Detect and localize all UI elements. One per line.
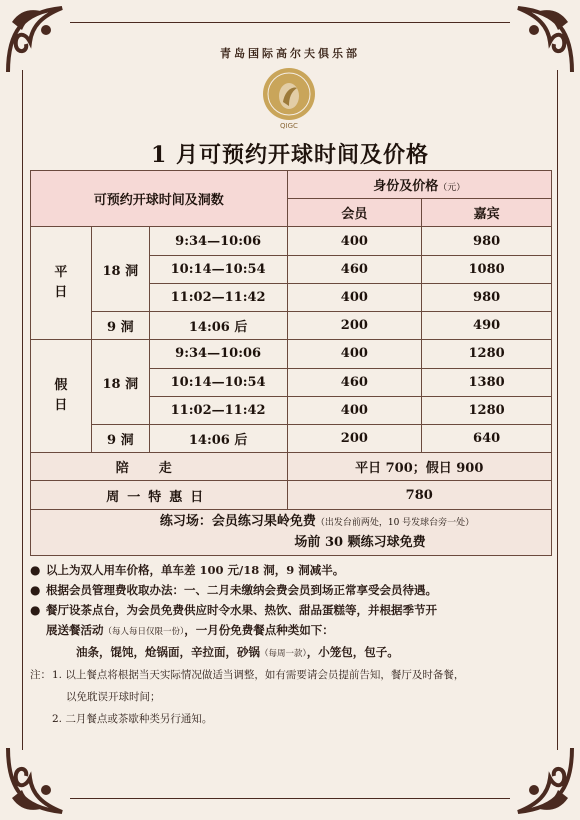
practice-cell <box>31 509 552 555</box>
logo-text: QIGC <box>280 122 298 130</box>
weekday-9-holes: 9 洞 <box>91 312 149 340</box>
note-item: ● 根据会员管理费收取办法：一、二月未缴纳会费会员到场正常享受会员待遇。 <box>30 580 550 600</box>
table-row <box>31 227 552 255</box>
practice-line1: 练习场：会员练习果岭免费 <box>159 513 316 529</box>
member-price: 400 <box>287 227 422 255</box>
holiday-18-holes: 18 洞 <box>91 340 149 425</box>
note-item: ● 以上为双人用车价格，单车差 100 元/18 洞，9 洞减半。 <box>30 560 550 580</box>
remark-item: 2. 二月餐点或茶歇种类另行通知。 <box>52 713 213 725</box>
tee-time: 9:34—10:06 <box>149 340 287 368</box>
corner-ornament-top-left <box>2 2 82 82</box>
guest-price: 1280 <box>422 340 552 368</box>
member-price: 460 <box>287 255 422 283</box>
weekday-18-holes: 18 洞 <box>91 227 149 312</box>
member-price: 400 <box>287 340 422 368</box>
guest-price: 490 <box>422 312 552 340</box>
frame-bottom-line <box>70 798 510 799</box>
header-member: 会员 <box>287 199 422 227</box>
corner-ornament-top-right <box>498 2 578 82</box>
remark-continuation: 以免耽误开球时间； <box>66 691 161 703</box>
member-price: 400 <box>287 283 422 311</box>
table-row <box>31 312 552 340</box>
header-identity-price: 身份及价格（元） <box>287 171 552 199</box>
table-row <box>31 340 552 368</box>
practice-row <box>31 509 552 555</box>
club-name: 青岛国际高尔夫俱乐部 <box>220 47 360 60</box>
tee-time: 14:06 后 <box>149 424 287 452</box>
notes-section <box>30 560 550 730</box>
walking-row <box>31 453 552 481</box>
tee-time: 10:14—10:54 <box>149 368 287 396</box>
holiday-9-holes: 9 洞 <box>91 424 149 452</box>
walking-price: 平日 700；假日 900 <box>287 453 552 481</box>
bullet-icon: ● <box>30 583 41 597</box>
note-item: ● 餐厅设茶点台，为会员免费供应时令水果、热饮、甜品蛋糕等，并根据季节开 <box>30 600 550 620</box>
holiday-label: 假 日 <box>31 340 92 453</box>
note-continuation: 展送餐活动（每人每日仅限一份），一月份免费餐点种类如下： <box>46 623 334 637</box>
frame-top-line <box>70 22 510 23</box>
monday-price: 780 <box>287 481 552 509</box>
remark-item: 注： 1. 以上餐点将根据当天实际情况做适当调整，如有需要请会员提前告知，餐厅及时备餐， <box>30 664 550 686</box>
guest-price: 1280 <box>422 396 552 424</box>
tee-time: 9:34—10:06 <box>149 227 287 255</box>
bullet-icon: ● <box>30 563 41 577</box>
member-price: 200 <box>287 312 422 340</box>
practice-line1-note: （出发台前两处，10 号发球台旁一处） <box>315 517 475 528</box>
remark-label: 注： <box>30 669 51 681</box>
member-price: 460 <box>287 368 422 396</box>
member-price: 200 <box>287 424 422 452</box>
guest-price: 1380 <box>422 368 552 396</box>
tee-time: 14:06 后 <box>149 312 287 340</box>
tee-time: 10:14—10:54 <box>149 255 287 283</box>
walking-label: 陪走 <box>31 453 288 481</box>
food-list: 油条，馄饨，炝锅面，辛拉面，砂锅（每周一款），小笼包，包子。 <box>76 645 399 659</box>
table-header-row <box>31 171 552 199</box>
frame-left-line <box>22 70 23 750</box>
header-time-holes: 可预约开球时间及洞数 <box>31 171 288 227</box>
monday-row <box>31 481 552 509</box>
weekday-label: 平 日 <box>31 227 92 340</box>
tee-time: 11:02—11:42 <box>149 283 287 311</box>
guest-price: 1080 <box>422 255 552 283</box>
member-price: 400 <box>287 396 422 424</box>
monday-label: 周一特惠日 <box>31 481 288 509</box>
club-logo-icon <box>259 66 319 134</box>
frame-right-line <box>557 70 558 750</box>
table-row <box>31 424 552 452</box>
guest-price: 640 <box>422 424 552 452</box>
header-guest: 嘉宾 <box>422 199 552 227</box>
price-table <box>30 170 552 556</box>
corner-ornament-bottom-right <box>498 738 578 818</box>
page-title: 1 月可预约开球时间及价格 <box>151 142 429 168</box>
tee-time: 11:02—11:42 <box>149 396 287 424</box>
guest-price: 980 <box>422 227 552 255</box>
bullet-icon: ● <box>30 603 41 617</box>
guest-price: 980 <box>422 283 552 311</box>
practice-line2: 场前 30 颗练习球免费 <box>294 534 426 550</box>
corner-ornament-bottom-left <box>2 738 82 818</box>
